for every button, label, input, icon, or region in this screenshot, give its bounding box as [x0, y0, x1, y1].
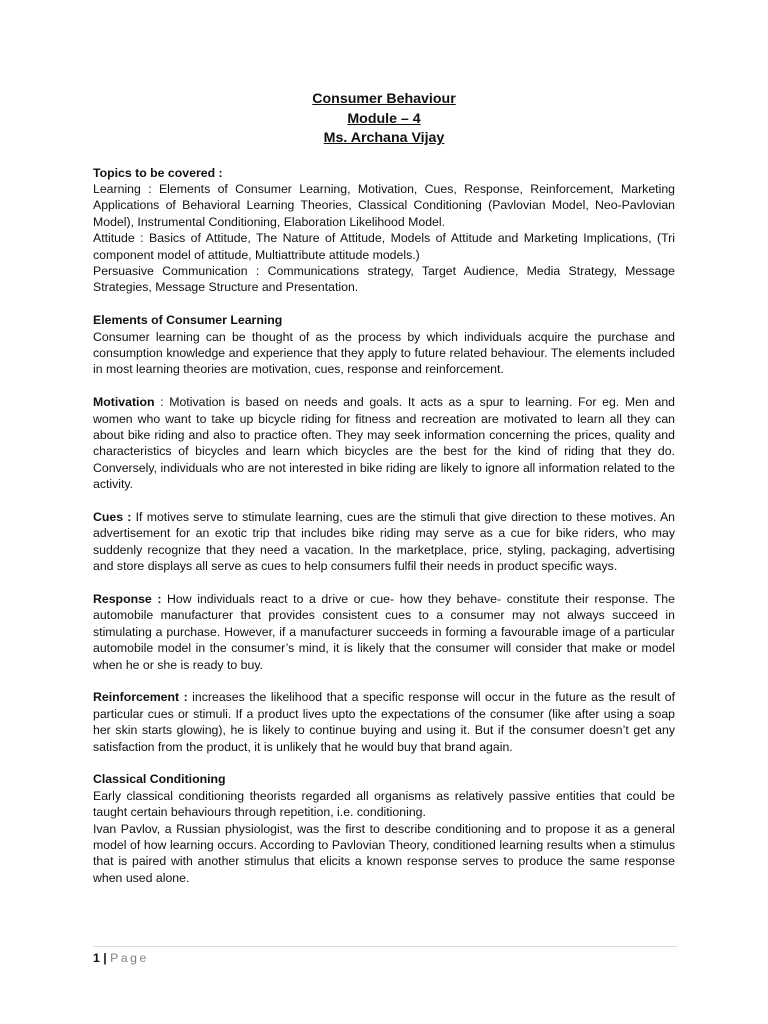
response-label: Response :	[93, 592, 162, 606]
classical-paragraph-1: Early classical conditioning theorists regarded all organisms as relatively passive entities that could be taught certain behaviours through repetition, i.e. conditioning.	[93, 788, 675, 820]
motivation-label: Motivation	[93, 395, 155, 410]
elements-section	[93, 312, 675, 378]
topics-persuasive: Persuasive Communication : Communications strategy, Target Audience, Media Strategy, Message Strategies, Message Structure and Presentation.	[93, 263, 675, 295]
topics-learning: Learning : Elements of Consumer Learning, Motivation, Cues, Response, Reinforcement, Marketing Applications of Behavioral Learning Theories, Classical Conditioning (Pavlovian Model, Neo-Pavlovian Model), Instrumental Conditioning, Elaboration Likelihood Model.	[93, 181, 675, 229]
classical-heading: Classical Conditioning	[93, 772, 226, 787]
reinforcement-text: increases the likelihood that a specific response will occur in the future as the result of particular cues or stimuli. If a product lives upto the expectations of the consumer (like after using a soap her skin starts glowing), he is likely to continue buying and using it. But if the consumer doesn’t get any satisfaction from the product, it is unlikely that he would buy that brand again.	[93, 690, 676, 754]
motivation-text: : Motivation is based on needs and goals. It acts as a spur to learning. For eg. Men and women who want to take up bicycle riding for fitness and recreation are motivated to learn all they can about bike riding and also to practice often. They may seek information concerning the prices, quality and characteristics of bicycles and learn which bicycles are the best for the kind of riding that they do. Conversely, individuals who are not interested in bike riding are likely to ignore all information related to the activity.	[93, 395, 675, 492]
module-title: Module – 4	[347, 110, 421, 127]
classical-section	[93, 771, 675, 886]
elements-heading: Elements of Consumer Learning	[93, 313, 283, 328]
response-text: How individuals react to a drive or cue- how they behave- constitute their response. The automobile manufacturer that provides consistent cues to a consumer may not always succeed in stimulating a purchase. However, if a manufacturer succeeds in forming a favourable image of a particular automobile model in the consumer’s mind, it is likely that the consumer will consider that make or model when he or she is ready to buy.	[93, 592, 675, 672]
elements-paragraph: Consumer learning can be thought of as the process by which individuals acquire the purchase and consumption knowledge and experience that they apply to future related behaviour. The elements included in most learning theories are motivation, cues, response and reinforcement.	[93, 329, 675, 377]
topics-heading: Topics to be covered :	[93, 165, 223, 180]
page-content	[93, 90, 675, 903]
response-paragraph	[93, 591, 675, 673]
author-name: Ms. Archana Vijay	[323, 130, 445, 146]
title-block	[93, 90, 675, 149]
page-separator: |	[103, 951, 107, 965]
classical-paragraph-2: Ivan Pavlov, a Russian physiologist, was the first to describe conditioning and to propose it as a general model of how learning occurs. According to Pavlovian Theory, conditioned learning results when a stimulus that is paired with another stimulus that elicits a known response serves to produce the same response when used alone.	[93, 821, 675, 885]
topics-section	[93, 165, 675, 296]
reinforcement-label: Reinforcement :	[93, 690, 188, 705]
page-footer	[93, 946, 677, 966]
page-label: Page	[110, 951, 149, 965]
cues-paragraph	[93, 509, 675, 575]
reinforcement-paragraph	[93, 689, 675, 755]
cues-text: If motives serve to stimulate learning, cues are the stimuli that give direction to these motives. An advertisement for an exotic trip that includes bike riding may serve as a cue for bike riders, who may suddenly recognize that they need a vacation. In the marketplace, price, styling, packaging, advertising and store displays all serve as cues to help consumers fulfil their needs in product specific ways.	[93, 509, 675, 574]
motivation-paragraph	[93, 394, 675, 492]
page-number: 1	[93, 951, 100, 965]
cues-label: Cues :	[93, 509, 132, 524]
topics-attitude: Attitude : Basics of Attitude, The Nature of Attitude, Models of Attitude and Marketing Implications, (Tri component model of attitude, Multiattribute attitude models.)	[93, 231, 675, 262]
document-title: Consumer Behaviour	[312, 91, 456, 107]
